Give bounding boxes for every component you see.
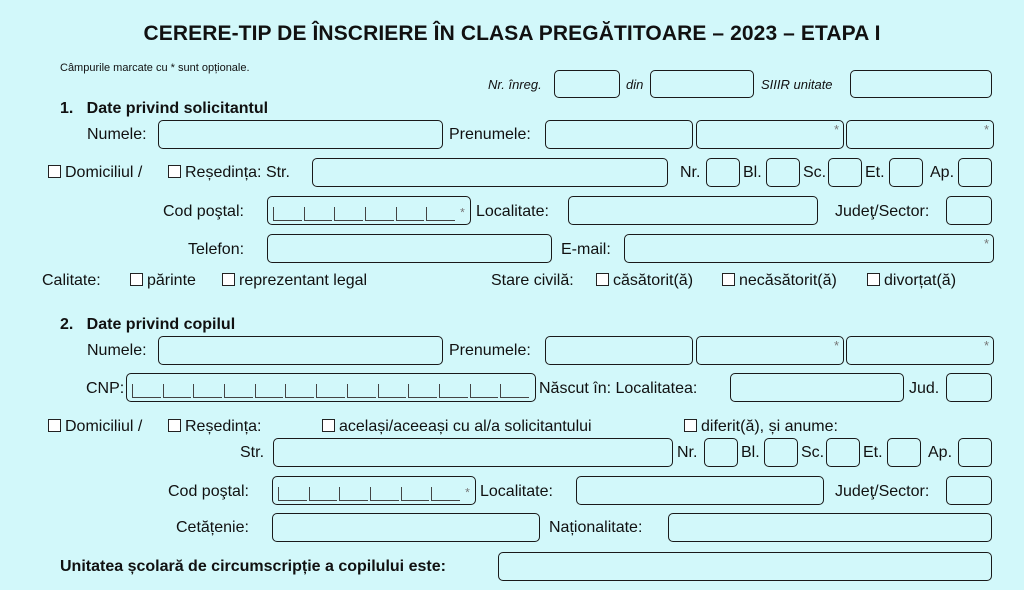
s1-email-label: E-mail: [561, 241, 611, 258]
s2-bl-label: Bl. [741, 444, 760, 461]
s2-ap-label: Ap. [928, 444, 953, 461]
s2-localitate-label: Localitate: [480, 483, 553, 500]
s1-reprezentant-label: reprezentant legal [239, 272, 368, 289]
s1-parinte-option[interactable] [130, 271, 196, 291]
din-field[interactable] [650, 70, 754, 98]
s2-diferit-label: diferit(ă), și anume: [701, 418, 838, 435]
s1-parinte-label: părinte [147, 272, 196, 289]
s2-cod-postal-field[interactable]: * [272, 476, 476, 505]
s2-resedinta-option[interactable] [168, 417, 262, 437]
checkbox-icon[interactable] [596, 273, 609, 286]
s1-reprezentant-option[interactable] [222, 271, 367, 291]
s2-et-label: Et. [863, 444, 883, 461]
s2-unitate-field[interactable] [498, 552, 992, 581]
nr-inreg-label: Nr. înreg. [488, 77, 542, 92]
s2-acelasi-option[interactable] [322, 417, 592, 437]
s1-strada-field[interactable] [312, 158, 668, 187]
s1-necasatorit-label: necăsătorit(ă) [739, 272, 837, 289]
optional-note: Câmpurile marcate cu * sunt opționale. [60, 62, 250, 74]
s2-et-field[interactable] [887, 438, 921, 467]
s1-et-label: Et. [865, 164, 885, 181]
s1-localitate-field[interactable] [568, 196, 818, 225]
s1-ap-field[interactable] [958, 158, 992, 187]
s1-domiciliu-label: Domiciliul / [65, 164, 143, 181]
s2-prenumele-label: Prenumele: [449, 342, 531, 359]
checkbox-icon[interactable] [168, 419, 181, 432]
siiir-label: SIIIR unitate [761, 77, 833, 92]
s2-nascut-field[interactable] [730, 373, 904, 402]
s1-nr-field[interactable] [706, 158, 740, 187]
s1-casatorit-label: căsătorit(ă) [613, 272, 694, 289]
s1-resedinta-label: Reședința: Str. [185, 164, 290, 181]
s2-sc-label: Sc. [801, 444, 825, 461]
s2-prenume3-field[interactable] [846, 336, 994, 365]
s1-necasatorit-option[interactable] [722, 271, 837, 291]
s1-sc-label: Sc. [803, 164, 827, 181]
s2-cod-postal-label: Cod poştal: [168, 483, 249, 500]
checkbox-icon[interactable] [168, 165, 181, 178]
s2-nationalitate-field[interactable] [668, 513, 992, 542]
s2-cetatenie-label: Cetățenie: [176, 519, 249, 536]
checkbox-icon[interactable] [130, 273, 143, 286]
din-label: din [626, 77, 644, 92]
s1-numele-label: Numele: [87, 126, 147, 143]
s2-cetatenie-field[interactable] [272, 513, 540, 542]
s2-nascut-label: Născut în: Localitatea: [539, 380, 698, 397]
s2-nr-label: Nr. [677, 444, 698, 461]
s1-stare-civila-label: Stare civilă: [491, 272, 574, 289]
s1-domiciliu-option[interactable] [48, 163, 142, 183]
s1-cod-postal-field[interactable]: * [267, 196, 471, 225]
s2-str-label: Str. [240, 444, 265, 461]
checkbox-icon[interactable] [722, 273, 735, 286]
s1-calitate-label: Calitate: [42, 272, 101, 289]
s2-cnp-field[interactable] [126, 373, 536, 402]
s1-resedinta-option[interactable] [168, 163, 290, 183]
s2-prenume1-field[interactable] [545, 336, 693, 365]
s1-prenume3-field[interactable] [846, 120, 994, 149]
s1-numele-field[interactable] [158, 120, 443, 149]
s1-prenume2-field[interactable] [696, 120, 844, 149]
s1-localitate-label: Localitate: [476, 203, 549, 220]
s2-strada-field[interactable] [273, 438, 673, 467]
nr-inreg-field[interactable] [554, 70, 620, 98]
s2-numele-field[interactable] [158, 336, 443, 365]
s1-email-field[interactable] [624, 234, 994, 263]
s2-cnp-label: CNP: [86, 380, 125, 397]
s2-nationalitate-label: Naționalitate: [549, 519, 643, 536]
s1-sc-field[interactable] [828, 158, 862, 187]
s1-prenume1-field[interactable] [545, 120, 693, 149]
form-title: CERERE-TIP DE ÎNSCRIERE ÎN CLASA PREGĂTITOARE – 2023 – ETAPA I [143, 22, 881, 45]
checkbox-icon[interactable] [684, 419, 697, 432]
s1-nr-label: Nr. [680, 164, 701, 181]
s1-bl-label: Bl. [743, 164, 762, 181]
s2-numele-label: Numele: [87, 342, 147, 359]
section1-heading: 1. Date privind solicitantul [60, 100, 269, 117]
s1-telefon-field[interactable] [267, 234, 552, 263]
s1-divortat-label: divorțat(ă) [884, 272, 957, 289]
s1-cod-postal-label: Cod poştal: [163, 203, 244, 220]
s1-bl-field[interactable] [766, 158, 800, 187]
checkbox-icon[interactable] [322, 419, 335, 432]
s2-localitate-field[interactable] [576, 476, 824, 505]
checkbox-icon[interactable] [48, 419, 61, 432]
s2-prenume2-field[interactable] [696, 336, 844, 365]
s2-domiciliu-label: Domiciliul / [65, 418, 143, 435]
s2-acelasi-label: același/aceeași cu al/a solicitantului [339, 418, 592, 435]
s2-unitate-label: Unitatea școlară de circumscripție a copilului este: [60, 558, 446, 575]
section2-heading: 2. Date privind copilul [60, 316, 236, 333]
s1-ap-label: Ap. [930, 164, 955, 181]
s2-nr-field[interactable] [704, 438, 738, 467]
s2-diferit-option[interactable] [684, 417, 838, 437]
s1-divortat-option[interactable] [867, 271, 956, 291]
s1-telefon-label: Telefon: [188, 241, 245, 258]
s2-ap-field[interactable] [958, 438, 992, 467]
s2-judet-label: Judeţ/Sector: [835, 483, 930, 500]
s2-jud-label: Jud. [909, 380, 940, 397]
s1-judet-field[interactable] [946, 196, 992, 225]
s2-judet-field[interactable] [946, 476, 992, 505]
s2-sc-field[interactable] [826, 438, 860, 467]
checkbox-icon[interactable] [867, 273, 880, 286]
s1-judet-label: Judeţ/Sector: [835, 203, 930, 220]
s1-et-field[interactable] [889, 158, 923, 187]
checkbox-icon[interactable] [222, 273, 235, 286]
s1-casatorit-option[interactable] [596, 271, 693, 291]
siiir-field[interactable] [850, 70, 992, 98]
s2-resedinta-label: Reședința: [185, 418, 262, 435]
checkbox-icon[interactable] [48, 165, 61, 178]
s2-domiciliu-option[interactable] [48, 417, 142, 437]
s2-bl-field[interactable] [764, 438, 798, 467]
s1-prenumele-label: Prenumele: [449, 126, 531, 143]
s2-jud-field[interactable] [946, 373, 992, 402]
